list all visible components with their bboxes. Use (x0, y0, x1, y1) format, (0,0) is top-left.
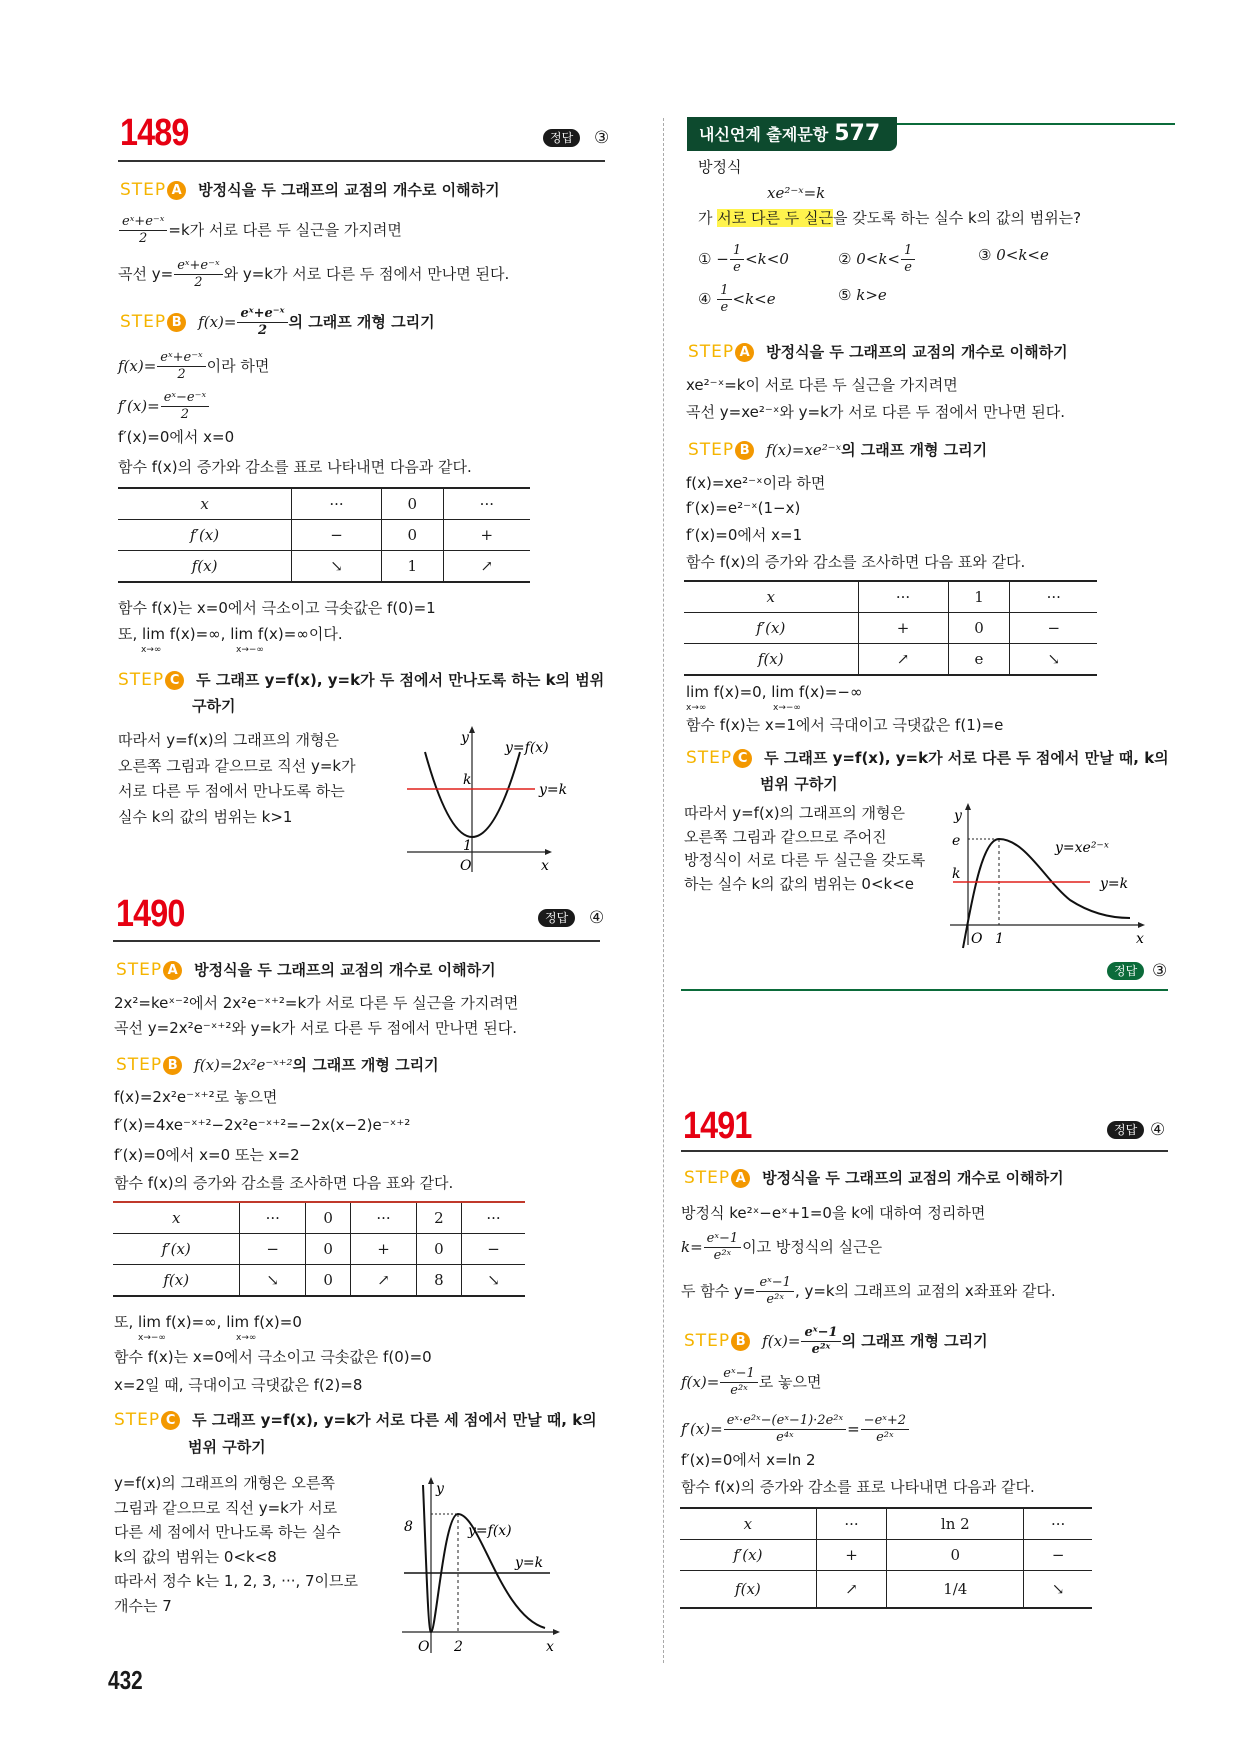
fraction: $\frac{1}{e}$ (730, 243, 744, 276)
x-axis-label: x (546, 1639, 554, 1655)
table-cell: ↘ (1010, 644, 1097, 676)
tick-label: 1 (463, 838, 472, 854)
text-line: 함수 f(x)의 증가와 감소를 표로 나타내면 다음과 같다. (118, 458, 472, 476)
text-line: 곡선 y= $\frac{\text{eˣ+e⁻ˣ}}{2}$ 와 y=k가 서로 다른 두 점에서 만나면 된다. (118, 258, 510, 290)
banner-label: 내신연계 출제문항 (699, 125, 829, 144)
table-cell: e (948, 644, 1010, 676)
step-letter-icon: B (163, 1056, 182, 1075)
table-row (684, 613, 1097, 644)
table-cell: + (443, 520, 530, 551)
table-cell: − (1010, 613, 1097, 644)
fraction: $\frac{\text{eˣ−e⁻ˣ}}{2}$ (161, 390, 209, 423)
table-cell: ↗ (443, 551, 530, 583)
step-letter-icon: B (731, 1332, 750, 1351)
banner-rule (897, 123, 1175, 125)
step-a-heading: STEP A 방정식을 두 그래프의 교점의 개수로 이해하기 (116, 960, 496, 980)
text-line: f(x)=xe²⁻ˣ이라 하면 (686, 474, 826, 492)
x-axis-arrow-icon (545, 849, 552, 855)
table-cell: f(x) (757, 650, 784, 668)
table-cell: ··· (443, 488, 530, 520)
text-line: 두 함수 y= $\frac{\text{eˣ−1}}{\text{e²ˣ}}$ , y=k의 그래프의 교점의 x좌표와 같다. (681, 1275, 1056, 1307)
answer-badge: 정답 (1107, 962, 1144, 980)
text-line: f′(x)= $\frac{\text{eˣ·e²ˣ−(eˣ−1)·2e²ˣ}}{\text{e⁴ˣ}}$ = $\frac{\text{−eˣ+2}}{\text{e²ˣ}}$ (681, 1413, 910, 1446)
table-cell: ↘ (292, 551, 382, 583)
text-line: 또, lim f(x)=∞, lim f(x)=0 (114, 1313, 302, 1331)
question-text: 방정식 (698, 158, 742, 176)
table-cell: 0 (306, 1265, 351, 1297)
fraction: $\frac{\text{eˣ+e⁻ˣ}}{2}$ (119, 214, 167, 247)
text-line: 함수 f(x)의 증가와 감소를 조사하면 다음 표와 같다. (114, 1174, 454, 1192)
table-cell: ··· (240, 1202, 306, 1234)
table-cell: 8 (416, 1265, 461, 1297)
table-cell: ··· (351, 1202, 417, 1234)
table-cell: + (858, 613, 948, 644)
text-line: 실수 k의 값의 범위는 k>1 (118, 807, 293, 826)
table-cell: f′(x) (161, 1240, 191, 1258)
page-number: 432 (108, 1665, 143, 1695)
table-cell: 1 (948, 581, 1010, 613)
table-cell: − (1024, 1540, 1092, 1571)
graph-1490 (400, 1475, 570, 1660)
y-axis-arrow-icon (469, 726, 475, 733)
step-c-heading-cont: 범위 구하기 (760, 775, 838, 793)
table-cell: x (200, 495, 209, 513)
option-4[interactable]: ④ $\frac{1}{e}$ <k<e (698, 283, 776, 315)
table-cell: ↗ (816, 1571, 886, 1609)
table-cell: f(x) (735, 1580, 761, 1598)
question-text: 가 서로 다른 두 실근을 갖도록 하는 실수 k의 값의 범위는? (698, 209, 1082, 227)
table-cell: ↘ (1024, 1571, 1092, 1609)
answer-badge: 정답 (543, 129, 580, 147)
k-label: k (952, 866, 961, 882)
title-rule (113, 940, 600, 942)
text-line: f′(x)= $\frac{\text{eˣ−e⁻ˣ}}{2}$ (118, 390, 210, 423)
table-cell: 1 (381, 551, 443, 583)
lim-subscript: x→∞ (141, 645, 162, 655)
step-letter-icon: C (161, 1411, 180, 1430)
text-line: f(x)=2x²e⁻ˣ⁺²로 놓으면 (114, 1088, 278, 1106)
step-c-body (684, 802, 925, 896)
y-axis-label: y (436, 1481, 444, 1497)
table-cell: ln 2 (887, 1508, 1024, 1540)
graph-1489 (405, 722, 580, 882)
table-cell: ↘ (240, 1265, 306, 1297)
highlight: 서로 다른 두 실근 (717, 209, 834, 227)
step-letter-icon: C (165, 671, 184, 690)
fraction: $\frac{\text{eˣ−1}}{\text{e²ˣ}}$ (756, 1275, 793, 1308)
table-row (113, 1202, 525, 1234)
step-title: 방정식을 두 그래프의 교점의 개수로 이해하기 (198, 181, 500, 199)
text-line: 서로 다른 두 점에서 만나도록 하는 (118, 782, 345, 800)
answer-value: ③ (1152, 961, 1168, 981)
banner-number: 577 (834, 121, 881, 146)
table-cell: f′(x) (733, 1546, 763, 1564)
text-line: 방정식이 서로 다른 두 실근을 갖도록 (684, 851, 926, 869)
text-line: f′(x)=4xe⁻ˣ⁺²−2x²e⁻ˣ⁺²=−2x(x−2)e⁻ˣ⁺² (114, 1116, 411, 1134)
variation-table (684, 580, 1097, 676)
text-line: 개수는 7 (114, 1596, 172, 1615)
table-cell: 0 (948, 613, 1010, 644)
text-line: y=f(x)의 그래프의 개형은 오른쪽 (114, 1474, 336, 1492)
table-cell: 0 (306, 1234, 351, 1265)
step-a-heading (120, 178, 500, 202)
text-line: 2x²=keˣ⁻²에서 2x²e⁻ˣ⁺²=k가 서로 다른 두 실근을 가지려면 (114, 994, 519, 1012)
variation-table (118, 487, 530, 583)
table-cell: ··· (461, 1202, 525, 1234)
answer-badge: 정답 (538, 909, 575, 927)
variation-table (680, 1507, 1092, 1609)
step-c-heading: STEP C 두 그래프 y=f(x), y=k가 두 점에서 만나도록 하는 k의 범위 (118, 670, 605, 690)
step-b-heading: STEP B f(x)=xe²⁻ˣ의 그래프 개형 그리기 (688, 440, 988, 460)
answer-value: ④ (589, 908, 605, 928)
step-c-body (118, 728, 356, 830)
text-line: 오른쪽 그림과 같으므로 직선 y=k가 (118, 756, 356, 775)
table-cell: − (292, 520, 382, 551)
lim-subscript: x→−∞ (138, 1333, 166, 1343)
answer-value: ④ (1150, 1120, 1166, 1140)
line-label: y=k (539, 782, 568, 798)
option-2[interactable]: ② 0<k< $\frac{1}{e}$ (838, 243, 916, 276)
step-c-body (114, 1471, 358, 1618)
table-cell: ↗ (351, 1265, 417, 1297)
text-line: 하는 실수 k의 값의 범위는 0<k<e (684, 874, 915, 893)
table-cell: ··· (1024, 1508, 1092, 1540)
text-line: 함수 f(x)는 x=0에서 극소이고 극솟값은 f(0)=1 (118, 599, 436, 617)
step-a-heading: STEP A 방정식을 두 그래프의 교점의 개수로 이해하기 (688, 342, 1068, 362)
y-axis-arrow-icon (428, 1477, 434, 1484)
option-1[interactable]: ① − $\frac{1}{e}$ <k<0 (698, 243, 789, 275)
y-axis-arrow-icon (965, 803, 971, 810)
x-axis-label: x (541, 858, 549, 874)
table-cell: f(x) (191, 557, 218, 575)
problem-number: 1489 (120, 112, 189, 154)
table-cell: x (743, 1515, 753, 1533)
table-cell: ··· (858, 581, 948, 613)
text-line: 함수 f(x)의 증가와 감소를 표로 나타내면 다음과 같다. (681, 1478, 1035, 1496)
text-line: 방정식 ke²ˣ−eˣ+1=0을 k에 대하여 정리하면 (681, 1204, 986, 1222)
lim-subscript: x→−∞ (773, 703, 801, 713)
text-line: 그림과 같으므로 직선 y=k가 서로 (114, 1498, 338, 1517)
step-letter-icon: B (735, 441, 754, 460)
step-b-heading: STEP B f(x)= $\frac{\text{eˣ+e⁻ˣ}}{2}$ 의 그래프 개형 그리기 (120, 306, 435, 338)
problem-number: 1490 (116, 893, 185, 935)
table-cell: x (171, 1209, 181, 1227)
text-line: xe²⁻ˣ=k이 서로 다른 두 실근을 가지려면 (686, 376, 958, 394)
step-word: STEP (118, 670, 165, 690)
text-line: 따라서 정수 k는 1, 2, 3, ···, 7이므로 (114, 1572, 359, 1590)
step-letter-icon: A (731, 1169, 750, 1188)
origin-label: O (971, 931, 983, 947)
text-line: 함수 f(x)는 x=1에서 극대이고 극댓값은 f(1)=e (686, 716, 1004, 734)
table-row (680, 1571, 1092, 1609)
text-line: 오른쪽 그림과 같으므로 주어진 (684, 827, 887, 846)
step-word: STEP (120, 180, 167, 200)
tick-label: 1 (995, 931, 1004, 947)
table-row (680, 1540, 1092, 1571)
text-line: f′(x)=e²⁻ˣ(1−x) (686, 499, 801, 517)
fraction: $\frac{\text{eˣ−1}}{\text{e²ˣ}}$ (801, 1325, 840, 1358)
step-word: STEP (684, 1331, 731, 1351)
curve-label: y=f(x) (468, 1523, 512, 1539)
step-letter-icon: C (733, 749, 752, 768)
column-divider (663, 118, 664, 1663)
fraction: $\frac{\text{−eˣ+2}}{\text{e²ˣ}}$ (861, 1413, 909, 1446)
table-cell: 1/4 (887, 1571, 1024, 1609)
table-row (113, 1234, 525, 1265)
step-letter-icon: A (735, 343, 754, 362)
table-row (684, 581, 1097, 613)
y-axis-label: y (461, 730, 469, 746)
text-line: f(x)= $\frac{\text{eˣ−1}}{\text{e²ˣ}}$ 로 놓으면 (681, 1366, 822, 1398)
step-word: STEP (114, 1410, 161, 1430)
origin-label: O (460, 858, 472, 874)
step-word: STEP (120, 312, 167, 332)
text-line: 따라서 y=f(x)의 그래프의 개형은 (118, 731, 340, 749)
step-b-heading: STEP B f(x)=2x²e⁻ˣ⁺²의 그래프 개형 그리기 (116, 1055, 439, 1075)
text-line: f(x)= $\frac{\text{eˣ+e⁻ˣ}}{2}$ 이라 하면 (118, 350, 270, 382)
text-line: 곡선 y=xe²⁻ˣ와 y=k가 서로 다른 두 점에서 만나면 된다. (686, 403, 1066, 421)
tick-label: 2 (454, 1639, 463, 1655)
fraction: $\frac{1}{e}$ (717, 283, 731, 316)
table-row (118, 520, 530, 551)
fraction: $\frac{\text{eˣ+e⁻ˣ}}{2}$ (174, 258, 222, 291)
step-word: STEP (686, 748, 733, 768)
answer-badge: 정답 (1107, 1121, 1144, 1139)
step-word: STEP (684, 1168, 731, 1188)
text-line: x=2일 때, 극대이고 극댓값은 f(2)=8 (114, 1376, 363, 1394)
text-line: 따라서 y=f(x)의 그래프의 개형은 (684, 804, 906, 822)
k-label: k (463, 772, 472, 788)
table-cell: 0 (416, 1234, 461, 1265)
table-cell: ··· (1010, 581, 1097, 613)
table-row (118, 488, 530, 520)
text-line: f′(x)=0에서 x=0 (118, 428, 235, 446)
line-label: y=k (515, 1555, 544, 1571)
table-cell: + (816, 1540, 886, 1571)
text-line: 곡선 y=2x²e⁻ˣ⁺²와 y=k가 서로 다른 두 점에서 만나면 된다. (114, 1019, 517, 1037)
table-row (684, 644, 1097, 676)
line-label: y=k (1100, 876, 1129, 892)
table-cell: 0 (381, 520, 443, 551)
tick-label: 8 (404, 1519, 413, 1535)
text-line: k= $\frac{\text{eˣ−1}}{\text{e²ˣ}}$ 이고 방정식의 실근은 (681, 1231, 883, 1263)
variation-table (113, 1201, 525, 1297)
title-rule (681, 1150, 1168, 1152)
e-label: e (952, 833, 961, 849)
text-line: 함수 f(x)는 x=0에서 극소이고 극솟값은 f(0)=0 (114, 1348, 432, 1366)
table-cell: 0 (887, 1540, 1024, 1571)
fraction: $\frac{\text{eˣ·e²ˣ−(eˣ−1)·2e²ˣ}}{\text{e⁴ˣ}}$ (724, 1413, 846, 1446)
fraction: $\frac{\text{eˣ−1}}{\text{e²ˣ}}$ (704, 1231, 741, 1264)
step-word: STEP (116, 1055, 163, 1075)
problem-number: 1491 (683, 1105, 752, 1147)
step-letter-icon: A (163, 961, 182, 980)
table-row (113, 1265, 525, 1297)
step-letter-icon: A (167, 181, 186, 200)
option-5[interactable]: ⑤ k>e (838, 286, 887, 304)
text-line: f′(x)=0에서 x=1 (686, 526, 803, 544)
text-line: f′(x)=0에서 x=ln 2 (681, 1451, 816, 1469)
step-b-heading: STEP B f(x)= $\frac{\text{eˣ−1}}{\text{e²ˣ}}$ 의 그래프 개형 그리기 (684, 1325, 988, 1357)
table-cell: + (351, 1234, 417, 1265)
x-axis-label: x (1136, 931, 1144, 947)
table-cell: ↗ (858, 644, 948, 676)
table-cell: x (766, 588, 775, 606)
curve-label: y=xe²⁻ˣ (1055, 840, 1109, 856)
answer-value: ③ (594, 128, 610, 148)
question-equation: xe²⁻ˣ=k (767, 184, 826, 202)
x-axis-arrow-icon (553, 1629, 560, 1635)
step-word: STEP (688, 440, 735, 460)
origin-label: O (418, 1639, 430, 1655)
section-rule (681, 989, 1168, 991)
step-c-heading-cont: 구하기 (192, 697, 236, 715)
table-cell: 0 (306, 1202, 351, 1234)
lim-subscript: x→−∞ (236, 645, 264, 655)
text-line: 함수 f(x)의 증가와 감소를 조사하면 다음 표와 같다. (686, 553, 1026, 571)
table-row (680, 1508, 1092, 1540)
step-a-heading: STEP A 방정식을 두 그래프의 교점의 개수로 이해하기 (684, 1168, 1064, 1188)
text-line: k의 값의 범위는 0<k<8 (114, 1547, 277, 1566)
x-axis-arrow-icon (1138, 922, 1145, 928)
fraction: $\frac{\text{eˣ+e⁻ˣ}}{2}$ (237, 306, 287, 339)
table-cell: ··· (816, 1508, 886, 1540)
table-cell: − (240, 1234, 306, 1265)
text-line: lim f(x)=0, lim f(x)=−∞ (686, 683, 863, 701)
step-word: STEP (688, 342, 735, 362)
fraction: $\frac{\text{eˣ+e⁻ˣ}}{2}$ (157, 350, 205, 383)
text-line: $\frac{\text{eˣ+e⁻ˣ}}{2}$ =k가 서로 다른 두 실근을 가지려면 (118, 214, 402, 247)
table-cell: f(x) (163, 1271, 190, 1289)
table-cell: 2 (416, 1202, 461, 1234)
option-3[interactable]: ③ 0<k<e (978, 246, 1049, 264)
step-letter-icon: B (167, 313, 186, 332)
step-word: STEP (116, 960, 163, 980)
table-cell: f′(x) (756, 619, 786, 637)
table-cell: ↘ (461, 1265, 525, 1297)
fraction: $\frac{1}{e}$ (901, 243, 915, 276)
lim-subscript: x→∞ (686, 703, 707, 713)
table-cell: f′(x) (190, 526, 220, 544)
lim-subscript: x→∞ (236, 1333, 257, 1343)
text-line: f′(x)=0에서 x=0 또는 x=2 (114, 1146, 300, 1164)
step-c-heading: STEP C 두 그래프 y=f(x), y=k가 서로 다른 두 점에서 만날 때, k의 (686, 748, 1169, 768)
table-row (118, 551, 530, 583)
text-line: 또, lim f(x)=∞, lim f(x)=∞이다. (118, 625, 343, 643)
y-axis-label: y (954, 808, 962, 824)
text-line: 다른 세 점에서 만나도록 하는 실수 (114, 1523, 341, 1541)
fraction: $\frac{\text{eˣ−1}}{\text{e²ˣ}}$ (720, 1366, 757, 1399)
table-cell: ··· (292, 488, 382, 520)
graph-577 (950, 800, 1160, 950)
step-c-heading-cont: 범위 구하기 (188, 1438, 266, 1456)
title-rule (118, 160, 605, 162)
curve-label: y=f(x) (505, 740, 549, 756)
table-cell: − (461, 1234, 525, 1265)
step-c-heading: STEP C 두 그래프 y=f(x), y=k가 서로 다른 세 점에서 만날 때, k의 (114, 1410, 597, 1430)
table-cell: 0 (381, 488, 443, 520)
related-problem-banner (687, 117, 897, 151)
